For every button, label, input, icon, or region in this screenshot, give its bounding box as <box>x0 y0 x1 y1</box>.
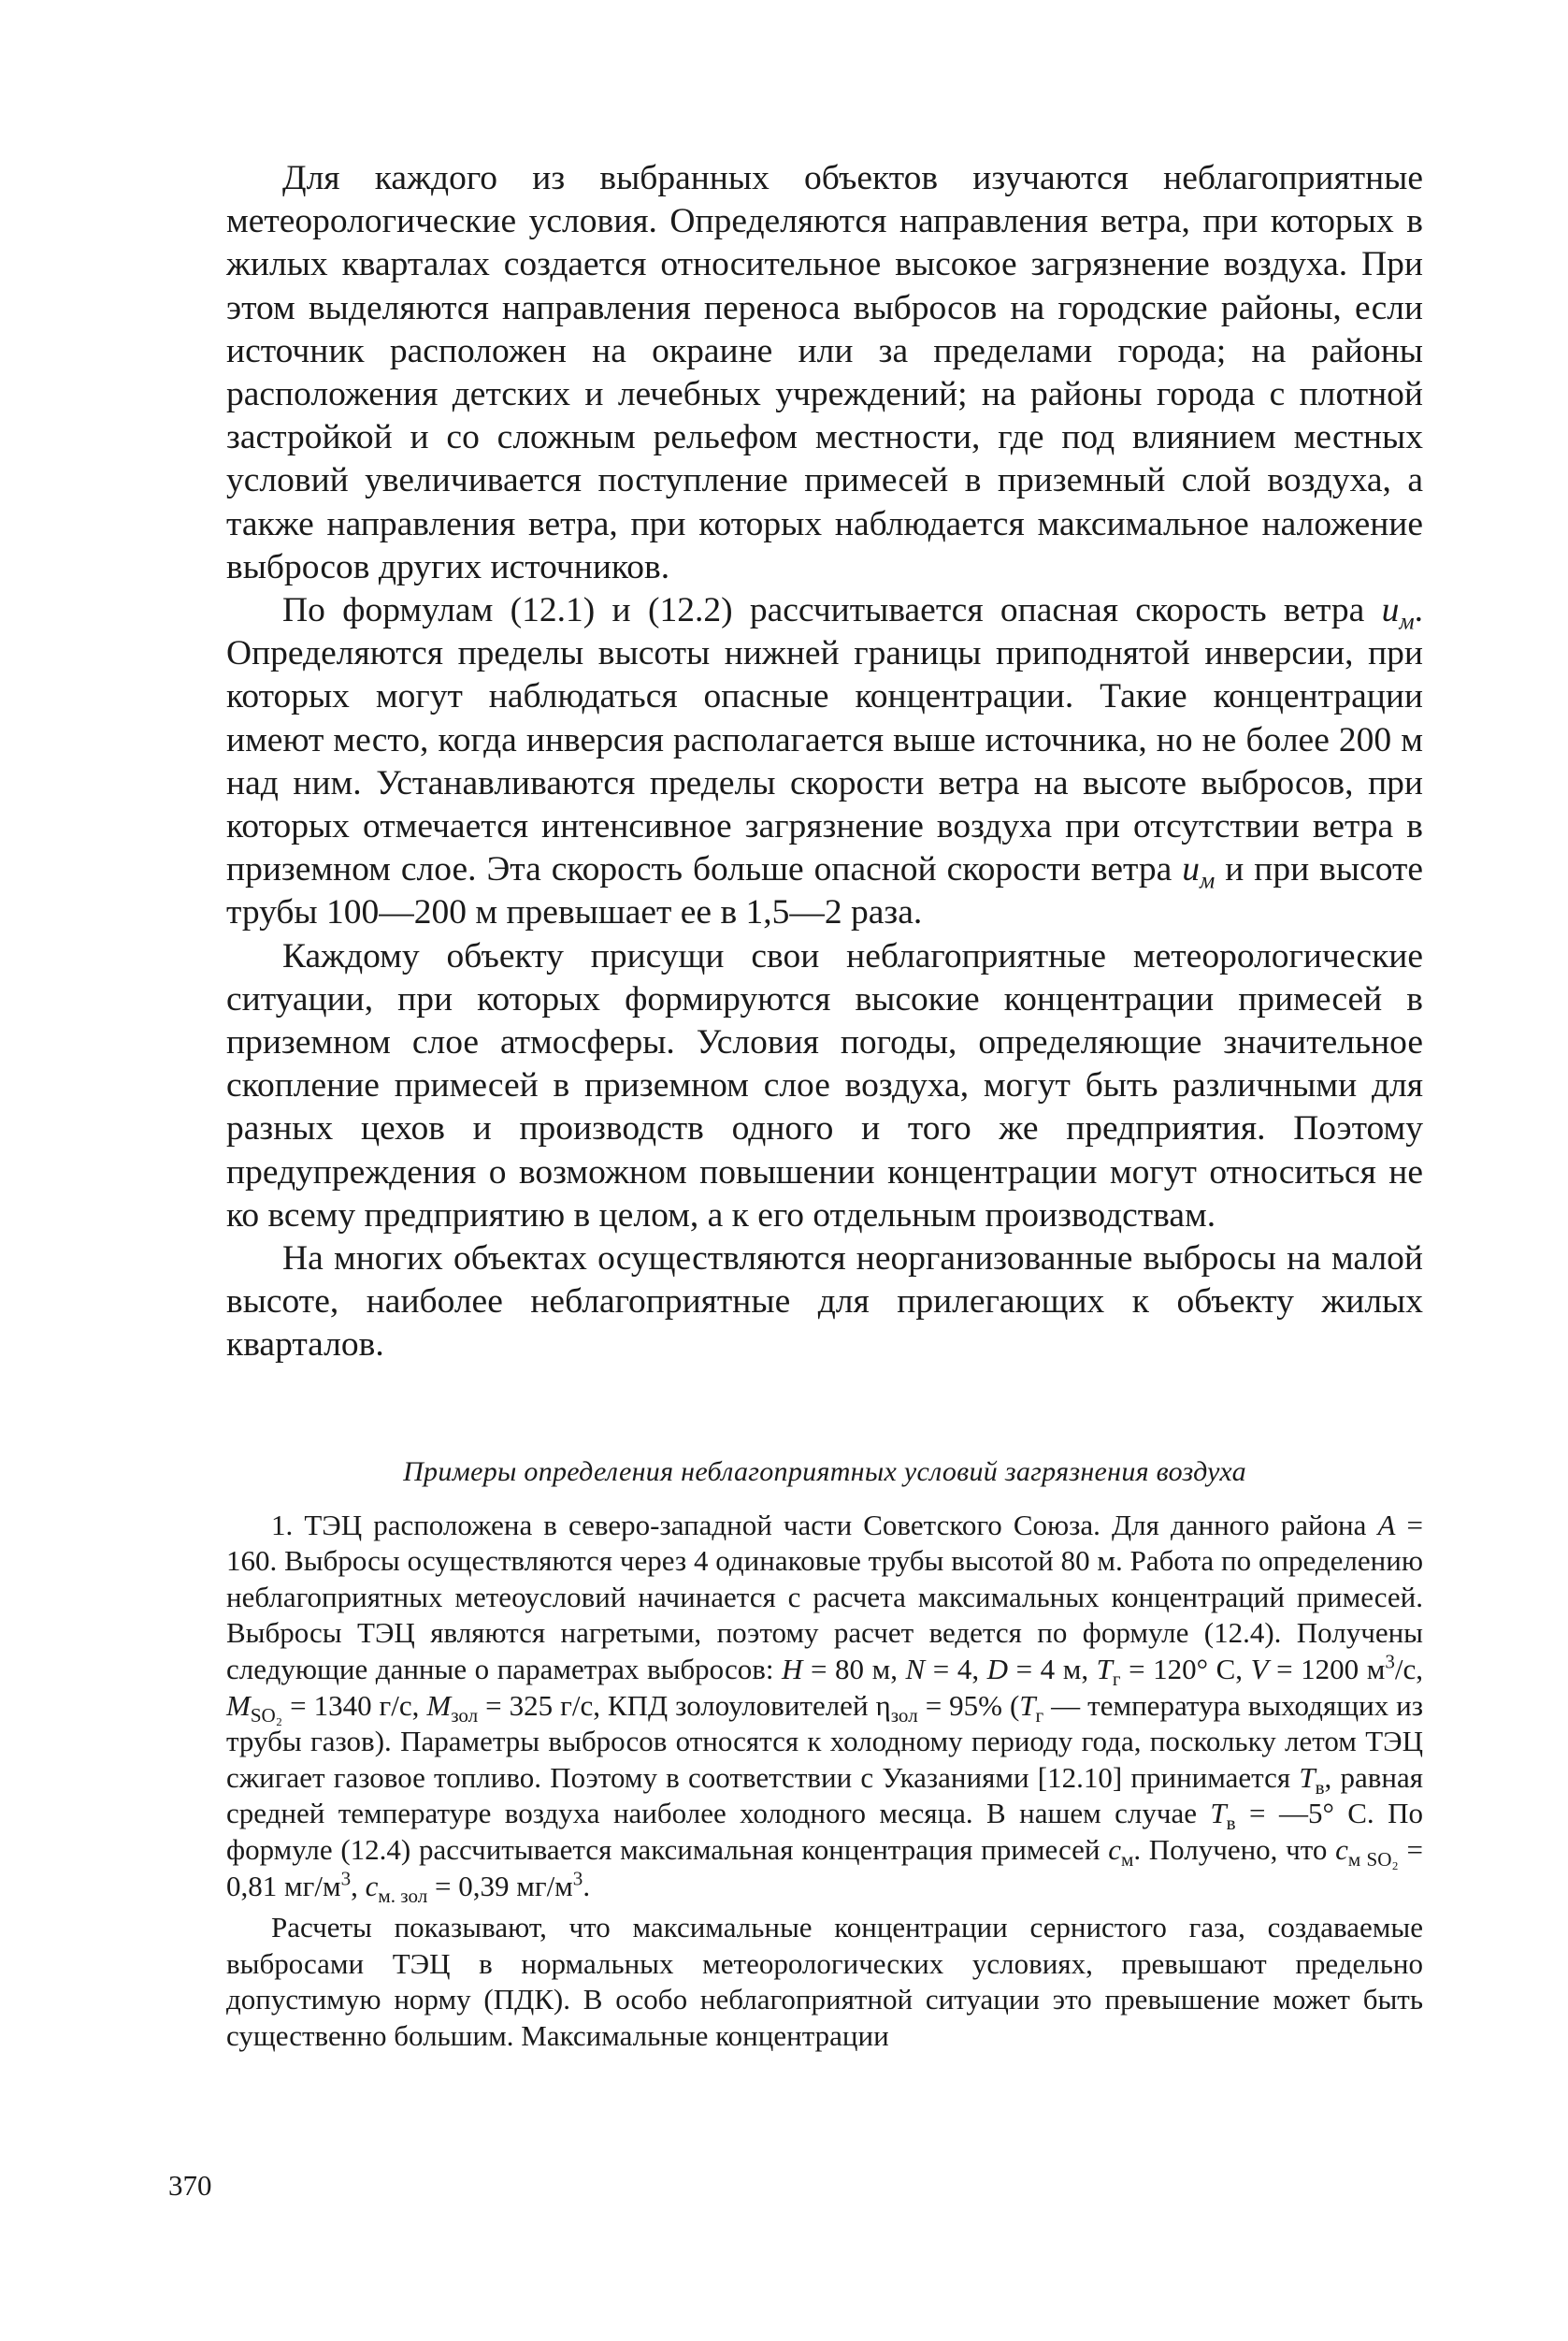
paragraph-unorganized-emissions: На многих объектах осуществляются неорганизованные выбросы на малой высоте, наиболее неблагоприятные для прилегающих к объекту жилых кварталов. <box>226 1239 1423 1365</box>
page-number: 370 <box>168 2169 212 2202</box>
example-paragraph-1: 1. ТЭЦ расположена в северо-западной части Советского Союза. Для данного района A = 160. Выбросы осуществляются через 4 одинаковые трубы высотой 80 м. Работа по определению неблагоприятных метеоусловий начинается с расчета максимальных концентраций примесей. Выбросы ТЭЦ являются нагретыми, поэтому расчет ведется по формуле (12.4). Получены следующие данные о параметрах выбросов: H = 80 м, N = 4, D = 4 м, $T_г = 120^\circ$ С, V = 1200 $м^3/с$, $M_{SO_2} = 1340$ г/с, $M_{зол} = 325$ г/с, КПД золоуловителей $\eta_{зол} = 95\%$ ($T_г$ — температура выходящих из трубы газов). Параметры выбросов относятся к холодному периоду года, поскольку летом ТЭЦ сжигает газовое топливо. Поэтому в соответствии с Указаниями [12.10] принимается $T_в$, равная средней температуре воздуха наиболее холодного месяца. В нашем случае $T_в$ = —5° С. По формуле (12.4) рассчитывается максимальная концентрация примесей $c_м$. Получено, что $c_{м SO_2} = 0,81$ $мг/м^3$, $c_{м. зол} = 0,39$ $мг/м^3$. <box>226 1508 1424 1907</box>
example-paragraph-2: Расчеты показывают, что максимальные концентрации сернистого газа, создаваемые выбросами ТЭЦ в нормальных метеорологических условиях, превышают предельно допустимую норму (ПДК). В особо неблагоприятной ситуации это превышение может быть существенно большим. Максимальные концентрации <box>226 1911 1423 2052</box>
example-text <box>226 1508 1423 2055</box>
paragraph-dangerous-wind-speed <box>226 589 1423 935</box>
variable-um: $u_м$ <box>1182 850 1216 894</box>
text-run: и при высоте трубы 100—200 м превышает ее в 1,5—2 раза. <box>226 850 1424 932</box>
paragraph-meteorological-conditions: Для каждого из выбранных объектов изучаются неблагоприятные метеорологические условия. Определяются направления ветра, при которых в жилых кварталах создается относительное высокое загрязнение воздуха. При этом выделяются направления переноса выбросов на городские районы, если источник расположен на окраине или за пределами города; на районы расположения детских и лечебных учреждений; на районы города с плотной застройкой и со сложным рельефом местности, где под влиянием местных условий увеличивается поступление примесей в приземный слой воздуха, а также направления ветра, при которых наблюдается максимальное наложение выбросов других источников. <box>226 159 1423 586</box>
main-text <box>226 157 1423 1367</box>
text-run: . Определяются пределы высоты нижней границы приподнятой инверсии, при которых могут наблюдаться опасные концентрации. Такие концентрации имеют место, когда инверсия располагается выше источника, но не более 200 м над ним. Устанавливаются пределы скорости ветра на высоте выбросов, при которых отмечается интенсивное загрязнение воздуха при отсутствии ветра в приземном слое. Эта скорость больше опасной скорости ветра <box>226 591 1423 889</box>
section-heading: Примеры определения неблагоприятных условий загрязнения воздуха <box>403 1455 1246 1487</box>
text-run: По формулам (12.1) и (12.2) рассчитывается опасная скорость ветра <box>282 591 1382 630</box>
page-content <box>226 157 1423 2055</box>
variable-um: $u_м$ <box>1381 591 1415 635</box>
paragraph-object-situations: Каждому объекту присущи свои неблагоприятные метеорологические ситуации, при которых формируются высокие концентрации примесей в приземном слое атмосферы. Условия погоды, определяющие значительное скопление примесей в приземном слое воздуха, могут быть различными для разных цехов и производств одного и того же предприятия. Поэтому предупреждения о возможном повышении концентрации могут относиться не ко всему предприятию в целом, а к его отдельным производствам. <box>226 936 1423 1235</box>
